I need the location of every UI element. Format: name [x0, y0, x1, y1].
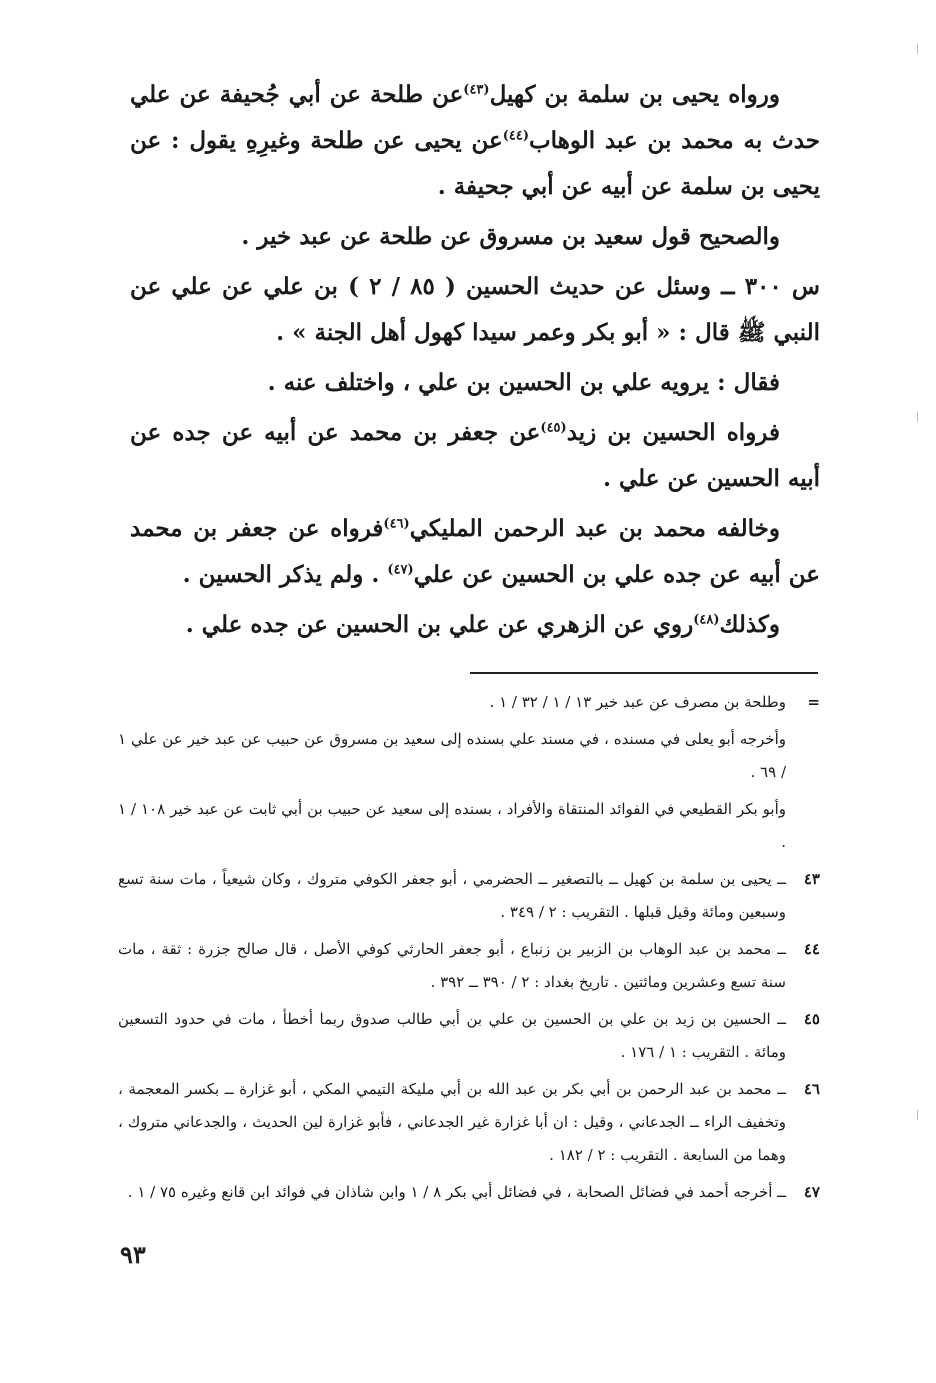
paragraph [130, 410, 820, 502]
footnote-separator [470, 672, 818, 674]
page-number: ٩٣ [120, 1240, 146, 1269]
main-text [130, 72, 820, 652]
footnote-number: ٤٧ [803, 1183, 820, 1201]
paragraph-text: فقال : يرويه علي بن الحسين بن علي ، واختلف عنه . [267, 369, 780, 396]
footnote-text: وأخرجه أبو يعلى في مسنده ، في مسند علي بسنده إلى سعيد بن مسروق عن حبيب عن عبد خير عن علي ١ / ٦٩ . [118, 730, 786, 781]
footnote-text: وأبو بكر القطيعي في الفوائد المنتقاة والأفراد ، بسنده إلى سعيد عن حبيب بن أبي ثابت عن عبد خير ١٠٨ / ١ . [118, 800, 787, 851]
footnote [118, 686, 820, 719]
footnote [118, 1176, 820, 1209]
scan-edge-mark [917, 44, 918, 54]
paragraph-text: عن طلحة عن أبي جُحيفة عن علي حدث به محمد بن عبد الوهاب [130, 81, 820, 154]
paragraph-text: وكذلك [719, 611, 780, 638]
paragraph-text: س ٣٠٠ ــ وسئل عن حديث الحسين ( ٨٥ / ٢ ) بن علي عن علي عن النبي ﷺ قال : « أبو بكر وعمر سيدا كهول أهل الجنة » . [130, 273, 820, 346]
footnotes [118, 686, 820, 1213]
footnote [118, 723, 820, 789]
footnote-number [786, 793, 820, 859]
footnote [118, 933, 820, 999]
footnote-number: ٤٣ [803, 870, 820, 888]
footnote-number: ٤٥ [803, 1010, 820, 1028]
paragraph-text: وخالفه محمد بن عبد الرحمن المليكي [409, 515, 781, 542]
paragraph-text: فرواه الحسين بن زيد [566, 419, 780, 446]
footnote-ref: (٤٧) [387, 562, 414, 578]
paragraph-text: . ولم يذكر الحسين . [182, 561, 388, 588]
footnote [118, 793, 820, 859]
paragraph [130, 72, 820, 210]
scan-edge-mark [917, 1110, 918, 1120]
paragraph [130, 264, 820, 356]
paragraph-text: ورواه يحيى بن سلمة بن كهيل [489, 81, 780, 108]
footnote-text: وطلحة بن مصرف عن عبد خير ١٣ / ١ / ٣٢ / ١ . [489, 693, 786, 711]
footnote-number: ٤٤ [803, 940, 820, 958]
footnote-number: = [807, 693, 820, 711]
footnote-ref: (٤٣) [463, 82, 490, 98]
paragraph-text: والصحيح قول سعيد بن مسروق عن طلحة عن عبد خير . [241, 223, 780, 250]
footnote-text: ــ أخرجه أحمد في فضائل الصحابة ، في فضائل أبي بكر ٨ / ١ وابن شاذان في فوائد ابن قانع وغيره ٧٥ / ١ . [127, 1183, 786, 1201]
footnote-ref: (٤٨) [693, 612, 720, 628]
footnote-number: ٤٦ [803, 1080, 820, 1098]
footnote-number [786, 723, 820, 789]
scan-edge-mark [917, 412, 918, 422]
footnote-ref: (٤٥) [540, 420, 567, 436]
footnote [118, 1003, 820, 1069]
footnote-text: ــ يحيى بن سلمة بن كهيل ــ بالتصغير ــ الحضرمي ، أبو جعفر الكوفي متروك ، وكان شيعياً ، مات سنة تسع وسبعين ومائة وقيل قبلها . التقريب : ٢ / ٣٤٩ . [118, 870, 786, 921]
footnote-ref: (٤٦) [383, 516, 410, 532]
paragraph [130, 602, 820, 648]
paragraph-text: عن يحيى عن طلحة وغيرِهِ يقول : عن يحيى بن سلمة عن أبيه عن أبي جحيفة . [130, 127, 820, 200]
paragraph [130, 360, 820, 406]
paragraph [130, 506, 820, 598]
footnote [118, 863, 820, 929]
paragraph-text: روي عن الزهري عن علي بن الحسين عن جده علي . [185, 611, 694, 638]
footnote-ref: (٤٤) [502, 128, 530, 144]
paragraph [130, 214, 820, 260]
footnote [118, 1073, 820, 1172]
paragraph-text: عن جعفر بن محمد عن أبيه عن جده عن أبيه الحسين عن علي . [130, 419, 820, 492]
footnote-text: ــ محمد بن عبد الرحمن بن أبي بكر بن عبد الله بن أبي مليكة التيمي المكي ، أبو غزارة ــ بكسر المعجمة ، وتخفيف الراء ــ الجدعاني ، وقيل : ان أبا غزارة غير الجدعاني ، فأبو غزارة لين الحديث ، والجدعاني متروك ، وهما من السابعة . التقريب : ٢ / ١٨٢ . [118, 1080, 786, 1164]
footnote-text: ــ الحسين بن زيد بن علي بن الحسين بن علي بن أبي طالب صدوق ربما أخطأ ، مات في حدود التسعين ومائة . التقريب : ١ / ١٧٦ . [118, 1010, 786, 1061]
paragraph-text: فرواه عن جعفر بن محمد عن أبيه عن جده علي بن الحسين عن علي [130, 515, 820, 588]
footnote-text: ــ محمد بن عبد الوهاب بن الزبير بن زنباع ، أبو جعفر الحارثي كوفي الأصل ، قال صالح جزرة : ثقة ، مات سنة تسع وعشرين ومائتين . تاريخ بغداد : ٢ / ٣٩٠ ــ ٣٩٢ . [118, 940, 786, 991]
